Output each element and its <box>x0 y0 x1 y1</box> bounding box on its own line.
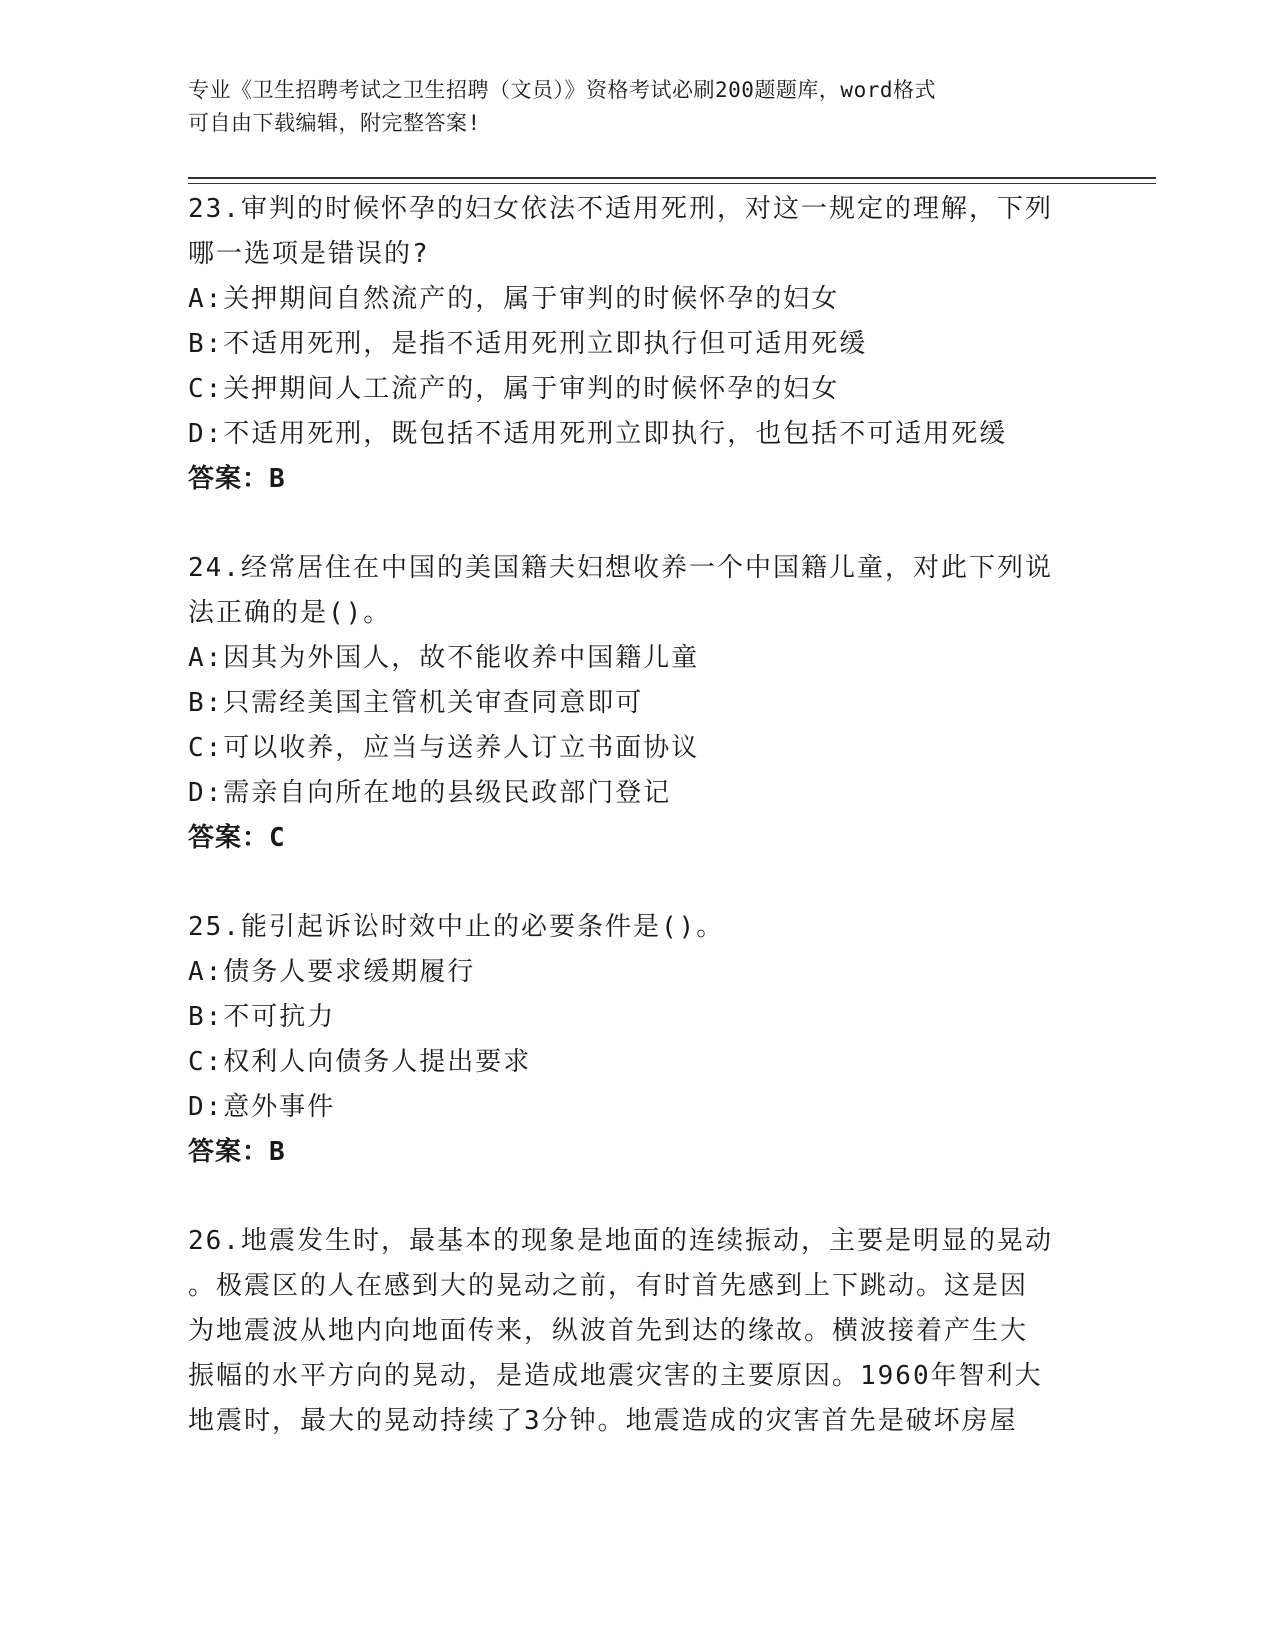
question-text <box>188 905 1088 950</box>
option-b: B:不可抗力 <box>188 1002 336 1032</box>
option-c: C:可以收养，应当与送养人订立书面协议 <box>188 733 700 763</box>
option-b: B:不适用死刑，是指不适用死刑立即执行但可适用死缓 <box>188 329 868 359</box>
question-text-line: 为地震波从地内向地面传来，纵波首先到达的缘故。横波接着产生大 <box>188 1316 1029 1346</box>
question-text-line: 。极震区的人在感到大的晃动之前，有时首先感到上下跳动。这是因 <box>188 1271 1029 1301</box>
question-text <box>188 546 1088 636</box>
option-d: D:意外事件 <box>188 1092 336 1122</box>
question-26 <box>188 1219 1088 1444</box>
question-list <box>188 187 1088 1488</box>
question-text-line: 26.地震发生时，最基本的现象是地面的连续振动，主要是明显的晃动 <box>188 1226 1053 1256</box>
question-text-line: 振幅的水平方向的晃动，是造成地震灾害的主要原因。1960年智利大 <box>188 1361 1043 1391</box>
option-c: C:关押期间人工流产的，属于审判的时候怀孕的妇女 <box>188 374 840 404</box>
header-line-1: 专业《卫生招聘考试之卫生招聘（文员）》资格考试必刷200题题库，word格式 <box>188 78 936 102</box>
question-text <box>188 187 1088 277</box>
answer: 答案：B <box>188 464 286 494</box>
question-text-line: 25.能引起诉讼时效中止的必要条件是()。 <box>188 912 725 942</box>
option-c: C:权利人向债务人提出要求 <box>188 1047 532 1077</box>
option-b: B:只需经美国主管机关审查同意即可 <box>188 688 644 718</box>
option-a: A:因其为外国人，故不能收养中国籍儿童 <box>188 643 700 673</box>
answer: 答案：B <box>188 1137 286 1167</box>
option-d: D:不适用死刑，既包括不适用死刑立即执行，也包括不可适用死缓 <box>188 419 1008 449</box>
question-24 <box>188 546 1088 861</box>
header-rule <box>188 177 1156 179</box>
question-text <box>188 1219 1088 1444</box>
question-text-line: 哪一选项是错误的? <box>188 239 430 269</box>
option-a: A:债务人要求缓期履行 <box>188 957 476 987</box>
question-23 <box>188 187 1088 502</box>
option-a: A:关押期间自然流产的，属于审判的时候怀孕的妇女 <box>188 284 840 314</box>
question-text-line: 23.审判的时候怀孕的妇女依法不适用死刑，对这一规定的理解，下列 <box>188 194 1053 224</box>
header-line-2: 可自由下载编辑，附完整答案! <box>188 111 481 135</box>
question-text-line: 地震时，最大的晃动持续了3分钟。地震造成的灾害首先是破坏房屋 <box>188 1406 1018 1436</box>
question-25 <box>188 905 1088 1175</box>
answer: 答案：C <box>188 823 286 853</box>
option-d: D:需亲自向所在地的县级民政部门登记 <box>188 778 672 808</box>
page-header <box>188 74 1088 140</box>
header-rule-thin <box>188 183 1156 184</box>
question-text-line: 24.经常居住在中国的美国籍夫妇想收养一个中国籍儿童，对此下列说 <box>188 553 1053 583</box>
question-text-line: 法正确的是()。 <box>188 598 392 628</box>
